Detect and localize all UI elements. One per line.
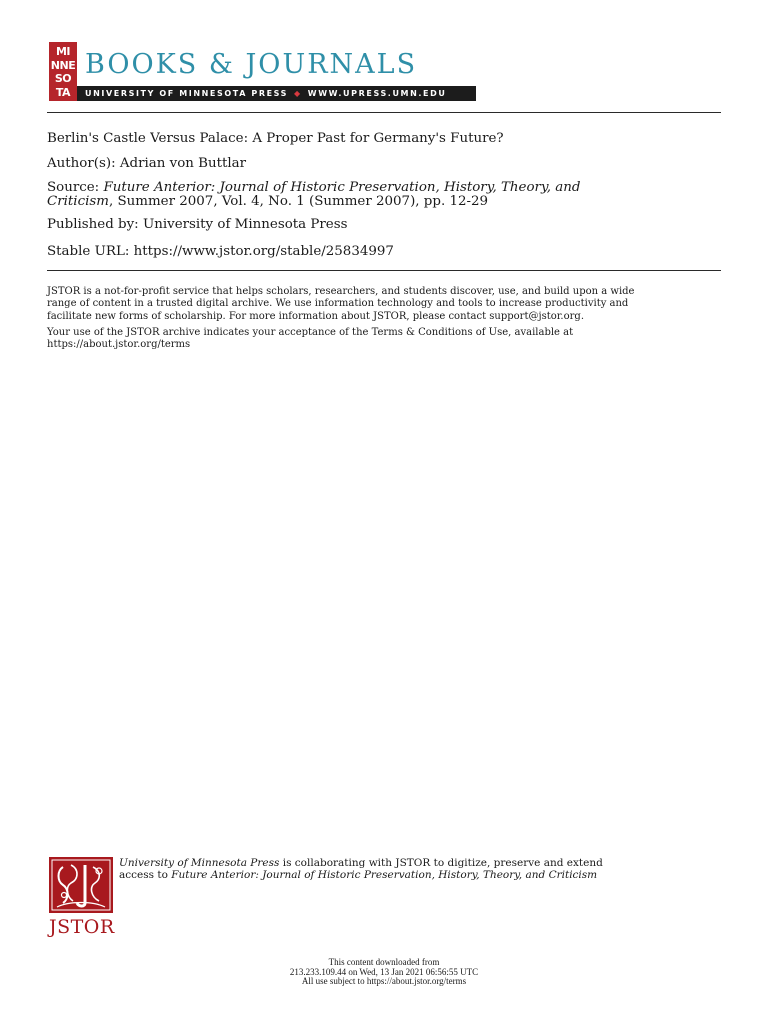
ump-logo-line: NNE (50, 58, 76, 72)
collab-prefix: access to (119, 869, 172, 882)
banner-bar (77, 86, 476, 101)
divider-bottom (47, 270, 721, 271)
jstor-logo (49, 857, 113, 940)
collab-line-1 (119, 857, 719, 869)
footer-line: 213.233.109.44 on Wed, 13 Jan 2021 06:56:55 UTC (289, 966, 479, 977)
banner-website: WWW.UPRESS.UMN.EDU (307, 89, 447, 98)
notice-line: JSTOR is a not-for-profit service that helps scholars, researchers, and students discover, use, and build upon a wide (47, 286, 635, 297)
publisher-line (47, 217, 727, 233)
publisher-banner (49, 42, 476, 101)
collab-text: is collaborating with JSTOR to digitize, preserve and extend (279, 857, 603, 869)
jstor-emblem-svg (49, 857, 113, 913)
author-line (47, 156, 727, 172)
collab-journal: Future Anterior: Journal of Historic Preservation, History, Theory, and Criticism (171, 869, 598, 882)
publisher-label: Published by: (47, 217, 139, 232)
terms-notice (47, 327, 723, 352)
ump-logo-line: TA (55, 85, 71, 99)
source-label: Source: (47, 180, 100, 195)
collab-publisher: University of Minnesota Press (119, 857, 280, 869)
banner-publisher: UNIVERSITY OF MINNESOTA PRESS (85, 89, 289, 98)
notice-line: facilitate new forms of scholarship. For more information about JSTOR, please contact support@jstor.org. (47, 310, 584, 322)
jstor-emblem-icon (49, 857, 113, 913)
publisher-name: University of Minnesota Press (142, 217, 348, 232)
collab-line-2 (119, 869, 719, 881)
journal-title-cont: Criticism (47, 194, 109, 209)
stable-url-label: Stable URL: (47, 244, 130, 259)
ump-logo-line: SO (54, 72, 72, 85)
collaboration-statement (119, 857, 719, 882)
source-details: , Summer 2007, Vol. 4, No. 1 (Summer 2007), pp. 12-29 (108, 194, 489, 209)
jstor-logo-text: JSTOR (49, 916, 115, 938)
jstor-notice (47, 286, 723, 323)
download-footer (184, 958, 584, 987)
ump-logo (49, 42, 77, 101)
divider-top (47, 112, 721, 113)
stable-url-line (47, 244, 727, 260)
ump-logo-line: MI (55, 45, 71, 58)
terms-line: Your use of the JSTOR archive indicates your acceptance of the Terms & Conditions of Use, available at (47, 327, 574, 338)
stable-url-link[interactable]: https://www.jstor.org/stable/25834997 (133, 244, 394, 259)
footer-line: This content downloaded from (328, 957, 440, 967)
banner-title: BOOKS & JOURNALS (85, 49, 418, 80)
author-label: Author(s): (47, 156, 116, 171)
journal-title: Future Anterior: Journal of Historic Preservation, History, Theory, and (103, 180, 581, 195)
article-title: Berlin's Castle Versus Palace: A Proper Past for Germany's Future? (47, 131, 504, 146)
footer-line: All use subject to https://about.jstor.org/terms (301, 976, 467, 986)
diamond-icon: ◆ (294, 89, 302, 98)
author-name: Adrian von Buttlar (119, 156, 247, 171)
notice-line: range of content in a trusted digital archive. We use information technology and tools to increase productivity and (47, 298, 629, 310)
source-line-2 (47, 194, 727, 210)
terms-link[interactable]: https://about.jstor.org/terms (47, 339, 191, 351)
